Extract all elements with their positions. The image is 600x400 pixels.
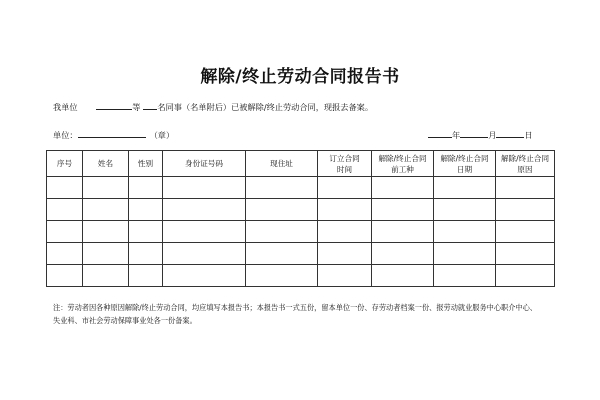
table-cell[interactable] <box>83 243 129 265</box>
table-cell[interactable] <box>163 177 246 199</box>
employee-table <box>46 150 555 287</box>
table-cell[interactable] <box>496 265 555 287</box>
table-cell[interactable] <box>129 199 163 221</box>
header-id-number: 身份证号码 <box>163 151 246 177</box>
table-header-row <box>47 151 555 177</box>
stamp-label: （章） <box>149 130 175 140</box>
table-cell[interactable] <box>372 221 434 243</box>
table-cell[interactable] <box>318 243 372 265</box>
table-cell[interactable] <box>434 265 496 287</box>
table-cell[interactable] <box>246 243 318 265</box>
year-blank[interactable] <box>428 128 452 138</box>
table-cell[interactable] <box>496 199 555 221</box>
table-cell[interactable] <box>372 265 434 287</box>
table-cell[interactable] <box>246 221 318 243</box>
table-row <box>47 221 555 243</box>
table-cell[interactable] <box>129 177 163 199</box>
footnote <box>53 301 553 327</box>
footnote-line-2: 失业科、市社会劳动保障事业处各一份备案。 <box>53 316 197 325</box>
table-cell[interactable] <box>496 221 555 243</box>
unit-label: 单位： <box>53 130 78 140</box>
table-cell[interactable] <box>163 199 246 221</box>
table-cell[interactable] <box>496 177 555 199</box>
table-row <box>47 265 555 287</box>
statement-suffix: 名同事（名单附后）已被解除/终止劳动合同，现报去备案。 <box>157 102 374 112</box>
table-cell[interactable] <box>434 243 496 265</box>
statement-mid: 等 <box>132 102 141 112</box>
month-label: 月 <box>488 130 497 140</box>
unit-line <box>53 128 174 141</box>
table-cell[interactable] <box>434 221 496 243</box>
date-line <box>428 128 533 141</box>
table-cell[interactable] <box>246 265 318 287</box>
table-cell[interactable] <box>318 199 372 221</box>
table-cell[interactable] <box>434 199 496 221</box>
table-cell[interactable] <box>246 199 318 221</box>
count-blank[interactable] <box>143 100 157 110</box>
table-cell[interactable] <box>318 265 372 287</box>
table-row <box>47 177 555 199</box>
header-gender: 性别 <box>129 151 163 177</box>
table-cell[interactable] <box>372 243 434 265</box>
table-cell[interactable] <box>83 199 129 221</box>
table-cell[interactable] <box>129 265 163 287</box>
table-cell[interactable] <box>372 199 434 221</box>
table-cell[interactable] <box>318 177 372 199</box>
statement-prefix: 我单位 <box>53 102 78 112</box>
day-label: 日 <box>524 130 533 140</box>
header-termination-date: 解除/终止合同 日期 <box>434 151 496 177</box>
document-title: 解除/终止劳动合同报告书 <box>200 67 400 87</box>
unit-blank[interactable] <box>78 128 146 138</box>
table-cell[interactable] <box>496 243 555 265</box>
month-blank[interactable] <box>460 128 488 138</box>
table-cell[interactable] <box>47 243 83 265</box>
report-statement <box>53 100 373 113</box>
header-name: 姓名 <box>83 151 129 177</box>
table-cell[interactable] <box>83 265 129 287</box>
table-cell[interactable] <box>47 265 83 287</box>
table-cell[interactable] <box>83 177 129 199</box>
table-cell[interactable] <box>246 177 318 199</box>
table-row <box>47 243 555 265</box>
table-cell[interactable] <box>47 199 83 221</box>
table-cell[interactable] <box>434 177 496 199</box>
table-cell[interactable] <box>47 177 83 199</box>
footnote-line-1: 注：劳动者因各种原因解除/终止劳动合同，均应填写本报告书；本报告书一式五份，留本单位一份、存劳动者档案一份、报劳动就业服务中心职介中心、 <box>53 303 537 312</box>
header-seq: 序号 <box>47 151 83 177</box>
year-label: 年 <box>452 130 461 140</box>
table-cell[interactable] <box>83 221 129 243</box>
table-row <box>47 199 555 221</box>
table-cell[interactable] <box>129 243 163 265</box>
table-cell[interactable] <box>129 221 163 243</box>
table-cell[interactable] <box>163 221 246 243</box>
table-cell[interactable] <box>47 221 83 243</box>
header-termination-reason: 解除/终止合同 原因 <box>496 151 555 177</box>
company-blank[interactable] <box>96 100 132 110</box>
header-address: 现住址 <box>246 151 318 177</box>
table-cell[interactable] <box>163 265 246 287</box>
table-cell[interactable] <box>318 221 372 243</box>
header-contract-date: 订立合同 时间 <box>318 151 372 177</box>
table-cell[interactable] <box>372 177 434 199</box>
day-blank[interactable] <box>496 128 524 138</box>
header-prior-job: 解除/终止合同 前工种 <box>372 151 434 177</box>
table-cell[interactable] <box>163 243 246 265</box>
